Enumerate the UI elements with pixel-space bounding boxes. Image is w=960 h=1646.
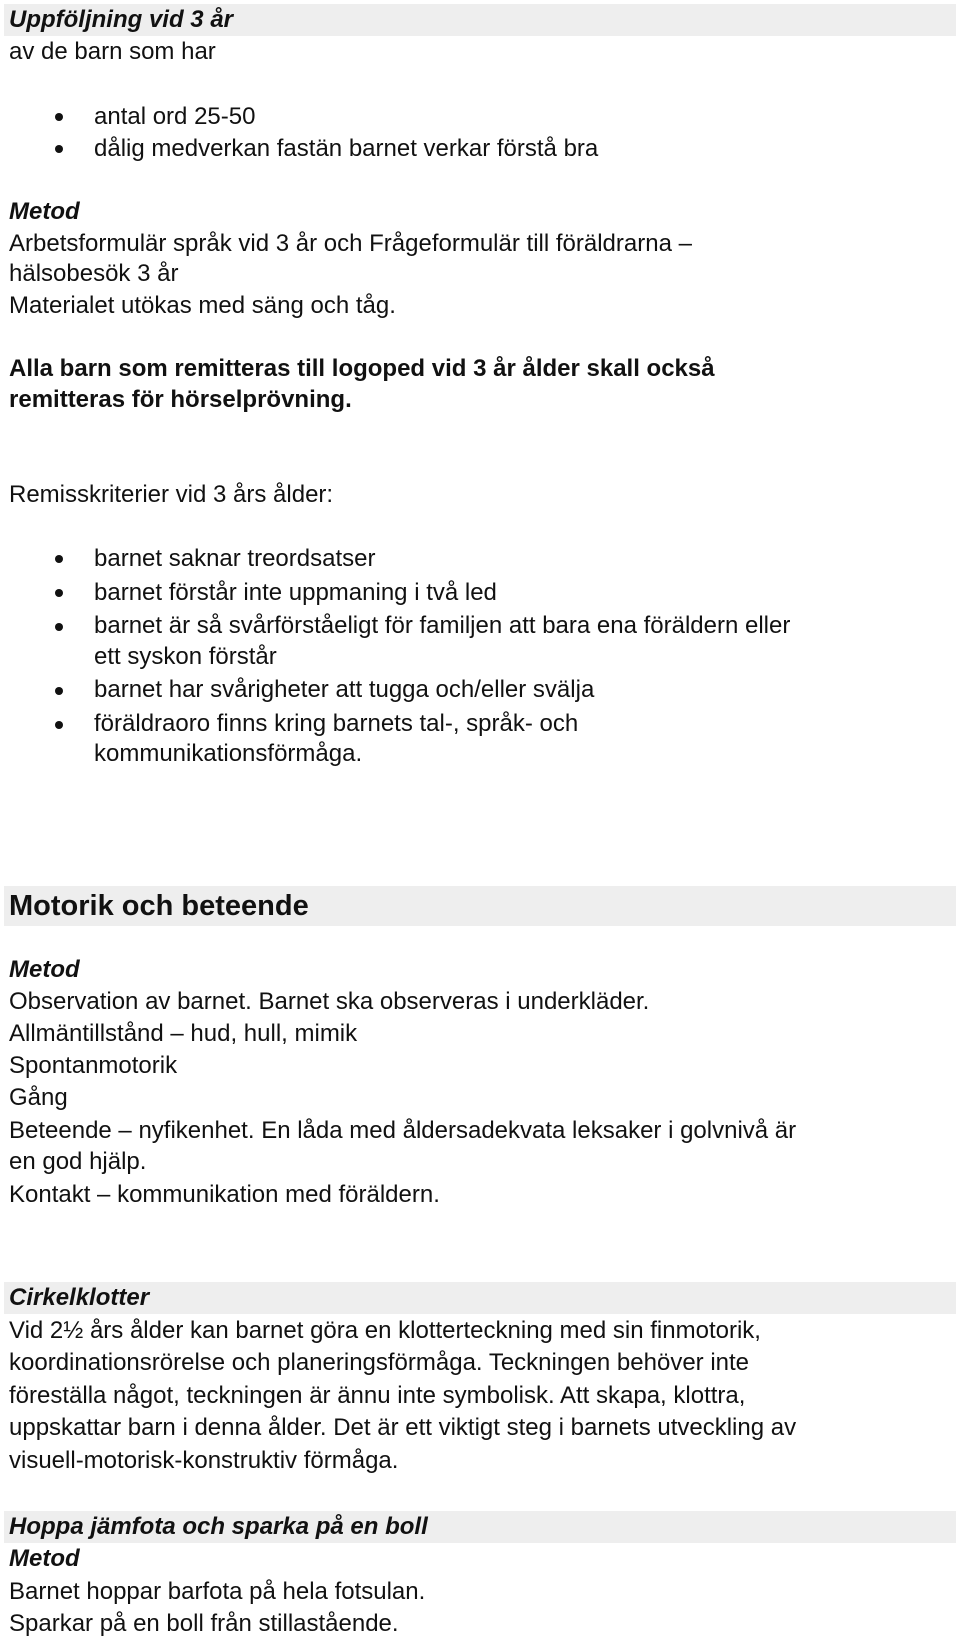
motor-line: Beteende – nyfikenhet. En låda med åldersadekvata leksaker i golvnivå är	[9, 1117, 797, 1144]
circle-line: visuell-motorisk-konstruktiv förmåga.	[9, 1447, 399, 1474]
method-line: hälsobesök 3 år	[9, 260, 179, 287]
list-item: barnet förstår inte uppmaning i två led	[94, 579, 497, 606]
motor-line: Observation av barnet. Barnet ska observeras i underkläder.	[9, 988, 650, 1015]
bullet-dot	[55, 555, 63, 563]
list-item: barnet saknar treordsatser	[94, 545, 376, 572]
motor-line: en god hjälp.	[9, 1148, 147, 1175]
motor-line: Allmäntillstånd – hud, hull, mimik	[9, 1020, 358, 1047]
heading-circle: Cirkelklotter	[9, 1284, 150, 1311]
jump-line: Barnet hoppar barfota på hela fotsulan.	[9, 1578, 426, 1605]
bold-note-line: remitteras för hörselprövning.	[9, 386, 352, 413]
method-heading: Metod	[9, 1545, 80, 1572]
jump-line: Sparkar på en boll från stillastående.	[9, 1610, 399, 1637]
circle-line: uppskattar barn i denna ålder. Det är ett viktigt steg i barnets utveckling av	[9, 1414, 797, 1441]
list-item: antal ord 25-50	[94, 103, 256, 130]
method-heading: Metod	[9, 956, 80, 983]
bullet-dot	[55, 623, 63, 631]
list-item: föräldraoro finns kring barnets tal-, språk- och	[94, 710, 579, 737]
motor-line: Kontakt – kommunikation med föräldern.	[9, 1181, 440, 1208]
bullet-dot	[55, 721, 63, 729]
motor-line: Spontanmotorik	[9, 1052, 178, 1079]
method-line: Materialet utökas med säng och tåg.	[9, 292, 396, 319]
method-heading: Metod	[9, 198, 80, 225]
heading-motor: Motorik och beteende	[9, 890, 309, 922]
heading-followup: Uppföljning vid 3 år	[9, 6, 234, 33]
list-item: dålig medverkan fastän barnet verkar förstå bra	[94, 135, 599, 162]
bullet-dot	[55, 145, 63, 153]
bullet-dot	[55, 687, 63, 695]
bold-note-line: Alla barn som remitteras till logoped vid 3 år ålder skall också	[9, 355, 715, 382]
heading-jump: Hoppa jämfota och sparka på en boll	[9, 1513, 428, 1540]
circle-line: föreställa något, teckningen är ännu inte symbolisk. Att skapa, klottra,	[9, 1382, 746, 1409]
list-item-continuation: kommunikationsförmåga.	[94, 740, 363, 767]
motor-line: Gång	[9, 1084, 68, 1111]
list-item-continuation: ett syskon förstår	[94, 643, 277, 670]
list-item: barnet har svårigheter att tugga och/eller svälja	[94, 676, 595, 703]
followup-intro: av de barn som har	[9, 38, 216, 65]
list-item: barnet är så svårförståeligt för familjen att bara ena föräldern eller	[94, 612, 791, 639]
method-line: Arbetsformulär språk vid 3 år och Frågeformulär till föräldrarna –	[9, 230, 692, 257]
circle-line: koordinationsrörelse och planeringsförmåga. Teckningen behöver inte	[9, 1349, 750, 1376]
bullet-dot	[55, 589, 63, 597]
referral-heading: Remisskriterier vid 3 års ålder:	[9, 481, 334, 508]
bullet-dot	[55, 113, 63, 121]
circle-line: Vid 2½ års ålder kan barnet göra en klotterteckning med sin finmotorik,	[9, 1317, 761, 1344]
